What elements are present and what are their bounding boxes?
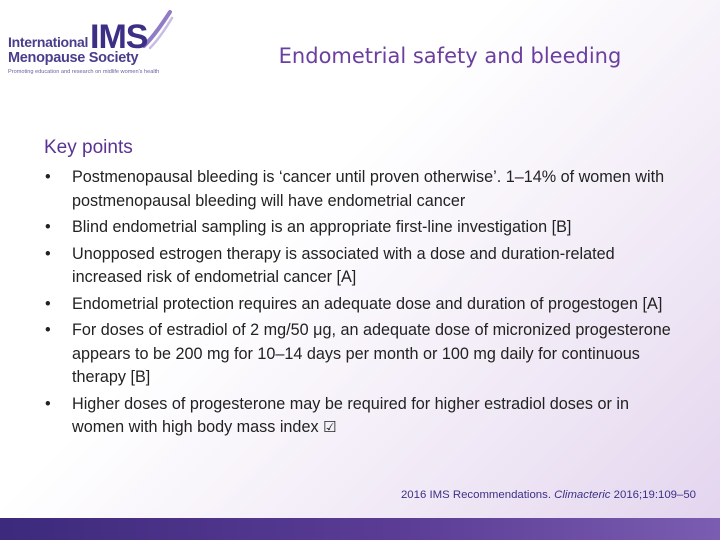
list-item [44, 216, 674, 240]
key-points-heading: Key points [44, 137, 133, 158]
citation-journal: Climacteric [554, 489, 611, 501]
list-item [44, 319, 674, 390]
point-text: For doses of estradiol of 2 mg/50 μg, an adequate dose of micronized progesterone appears to be 200 mg for 10–14 days per month or 100 mg daily for continuous therapy [B] [72, 321, 671, 386]
slide-title: Endometrial safety and bleeding [278, 44, 622, 68]
list-item [44, 243, 674, 290]
point-text: Postmenopausal bleeding is ‘cancer until proven otherwise’. 1–14% of women with postmenopausal bleeding will have endometrial cancer [72, 168, 665, 210]
footer-bar [0, 518, 720, 540]
list-item [44, 166, 674, 213]
list-item [44, 393, 674, 440]
logo-acronym: IMS [90, 18, 148, 56]
point-text: Endometrial protection requires an adequate dose and duration of progestogen [A] [72, 294, 663, 313]
point-text: Unopposed estrogen therapy is associated with a dose and duration-related increased risk of endometrial cancer [A] [72, 244, 615, 286]
logo-tagline: Promoting education and research on midlife women's health [8, 69, 160, 75]
ims-logo [6, 6, 176, 82]
key-points-list [44, 166, 674, 443]
logo-line-society: Menopause Society [8, 50, 139, 66]
citation-prefix: 2016 IMS Recommendations. [400, 489, 555, 501]
point-text: Blind endometrial sampling is an appropriate first-line investigation [B] [72, 218, 572, 236]
point-text: Higher doses of progesterone may be required for higher estradiol doses or in women with high body mass index [72, 394, 629, 436]
list-item [44, 293, 674, 317]
logo-line-international: International [8, 34, 89, 50]
checked-box-icon: ☑ [323, 418, 337, 436]
citation-suffix: 2016;19:109–50 [610, 489, 696, 501]
citation [401, 489, 696, 501]
